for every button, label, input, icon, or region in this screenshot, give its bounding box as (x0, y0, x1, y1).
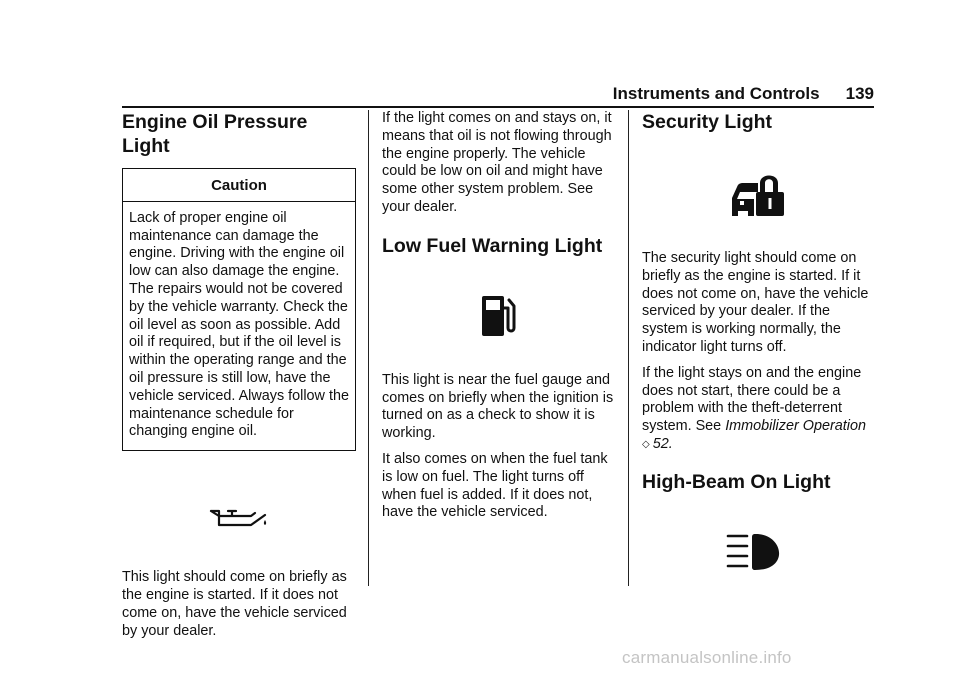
fuel-pump-icon (478, 292, 522, 340)
security-para-2-text: If the light stays on and the engine does not start, there could be a problem with the theft-deterrent system. See (642, 364, 862, 435)
oil-pressure-para: This light should come on briefly as the engine is started. If it does not come on, have the vehicle serviced by your dealer. (122, 569, 347, 639)
security-para-1: The security light should come on briefly as the engine is started. If it does not come on, have the vehicle serviced by your dealer. If the system is working normally, the indicator light turns off. (642, 250, 869, 355)
high-beam-icon (725, 532, 791, 572)
column-3 (642, 108, 874, 572)
low-fuel-para-2: It also comes on when the fuel tank is low on fuel. The light turns off when fuel is added. If it does not, have the vehicle serviced. (382, 450, 608, 521)
column-divider (368, 110, 369, 586)
low-fuel-title: Low Fuel Warning Light (382, 234, 603, 257)
column-1 (122, 108, 356, 648)
page-ref-icon: ◇ (642, 438, 650, 450)
caution-box (122, 168, 356, 451)
security-icon-wrap (642, 170, 874, 220)
column-2 (382, 110, 618, 530)
car-lock-icon (728, 170, 788, 220)
oil-can-icon-wrap (122, 507, 356, 531)
column-divider (628, 110, 629, 586)
caution-text: Lack of proper engine oil maintenance can damage the engine. Driving with the engine oil low can also damage the engine. The repairs would not be covered by the vehicle warranty. Check the oil level as soon as possible. Add oil if required, but if the oil level is within the operating range and the oil pressure is still low, have the vehicle serviced. Always follow the maintenance schedule for changing engine oil. (129, 209, 349, 440)
oil-can-icon (209, 507, 269, 531)
immobilizer-link[interactable]: Immobilizer Operation (725, 418, 866, 435)
watermark: carmanualsonline.info (622, 648, 792, 667)
header-page-number: 139 (845, 84, 874, 103)
high-beam-title: High-Beam On Light (642, 470, 831, 493)
header-section: Instruments and Controls (612, 84, 820, 103)
immobilizer-page-ref[interactable]: 52. (652, 435, 673, 452)
page-header (600, 84, 874, 104)
caution-title: Caution (123, 169, 355, 202)
oil-pressure-para-2: If the light comes on and stays on, it means that oil is not flowing through the engine properly. The vehicle could be low on oil and might have some other system problem. See your dealer. (382, 110, 612, 215)
fuel-pump-icon-wrap (382, 292, 618, 340)
low-fuel-para-1: This light is near the fuel gauge and comes on briefly when the ignition is turned on as a check to show it is working. (382, 371, 614, 442)
security-para-2 (642, 365, 874, 454)
high-beam-icon-wrap (642, 532, 874, 572)
security-title: Security Light (642, 111, 773, 133)
oil-pressure-title: Engine Oil Pressure Light (122, 111, 308, 157)
